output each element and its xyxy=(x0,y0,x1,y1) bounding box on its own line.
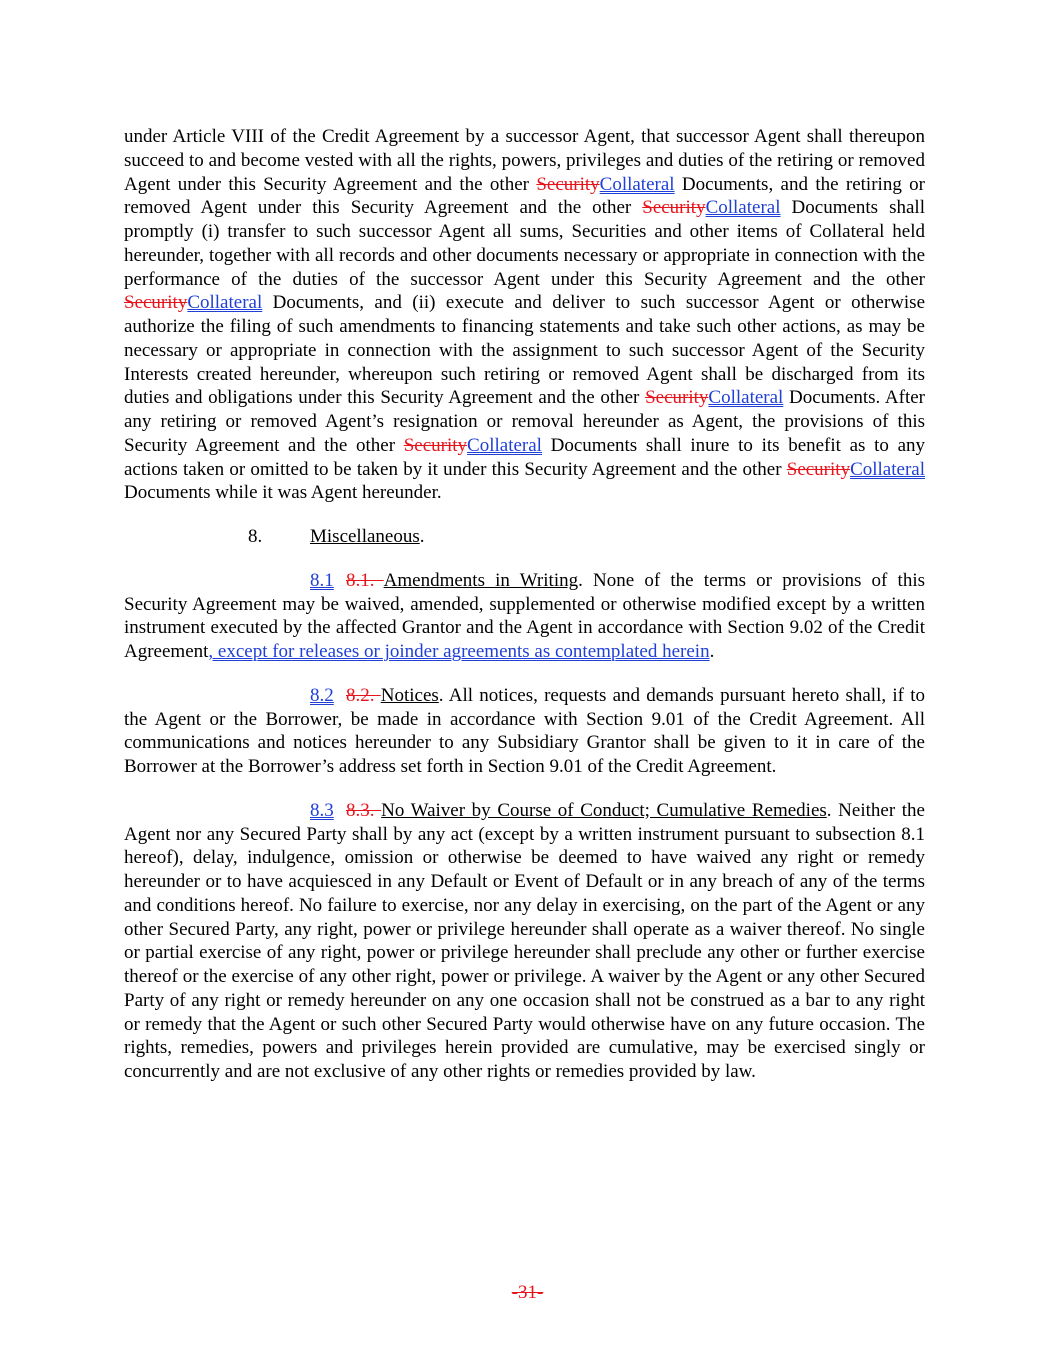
section-heading xyxy=(124,525,925,549)
deleted-text: Security xyxy=(403,434,468,456)
text-run: . None of the terms or provisions of this Security Agreement may be waived, amended, supplemented or otherwise modified except by a written instrument executed by the affected Grantor and the Agent in accordance with Section 9.02 of the Credit Agreement xyxy=(124,569,926,662)
text-run: . xyxy=(709,641,715,662)
text-run: . Neither the Agent nor any Secured Party shall by any act (except by a written instrument pursuant to subsection 8.1 hereof), delay, indulgence, omission or otherwise be deemed to have waived any right or remedy hereunder or to have acquiesced in any Default or Event of Default or in any breach of any of the terms and conditions hereof. No failure to exercise, nor any delay in exercising, on the part of the Agent or any other Secured Party, any right, power or privilege hereunder shall operate as a waiver thereof. No single or partial exercise of any right, power or privilege hereunder shall preclude any other or further exercise thereof or the exercise of any other right, power or privilege. A waiver by the Agent or any other Secured Party of any right or remedy hereunder on any one occasion shall not be construed as a bar to any right or remedy that the Agent or such other Secured Party would otherwise have on any future occasion. The rights, remedies, powers and privileges herein provided are cumulative, may be exercised singly or concurrently and are not exclusive of any other rights or remedies provided by law. xyxy=(124,799,925,1082)
subsection-title: Notices xyxy=(380,684,439,706)
subsection-title: No Waiver by Course of Conduct; Cumulative Remedies xyxy=(381,799,827,821)
section-title-period: . xyxy=(419,526,425,547)
inserted-text: , except for releases or joinder agreements as contemplated herein xyxy=(208,641,710,662)
text-run: Documents, and the retiring or removed Agent under this Security Agreement and the other xyxy=(124,173,925,219)
paragraph-8-3 xyxy=(124,799,925,1084)
inserted-text: Collateral xyxy=(708,387,784,409)
text-run: under Article VIII of the Credit Agreement by a successor Agent, that successor Agent shall thereupon succeed to and become vested with all the rights, powers, privileges and duties of the retiring or removed Agent under this Security Agreement and the other xyxy=(124,126,925,195)
section-number: 8. xyxy=(248,526,263,547)
inserted-text: Collateral xyxy=(599,173,675,195)
text-run: Documents shall inure to its benefit as to any actions taken or omitted to be taken by it under this Security Agreement and the other xyxy=(124,434,925,480)
paragraph-8-1 xyxy=(124,569,925,664)
inserted-text: Collateral xyxy=(187,292,263,314)
paragraph-8-2 xyxy=(124,684,925,779)
inserted-text: Collateral xyxy=(467,434,542,456)
deleted-text: Security xyxy=(645,387,709,409)
deleted-section-number: 8.3. xyxy=(346,799,382,821)
text-run: Documents while it was Agent hereunder. xyxy=(124,482,442,504)
subsection-title: Amendments in Writing xyxy=(383,569,579,591)
document-page xyxy=(124,125,925,1084)
section-title: Miscellaneous xyxy=(310,526,420,547)
inserted-text: Collateral xyxy=(705,197,781,219)
deleted-text: Security xyxy=(642,197,706,219)
inserted-section-number: 8.3 xyxy=(310,799,334,821)
deleted-section-number: 8.2. xyxy=(346,684,381,706)
deleted-text: Security xyxy=(786,458,851,480)
deleted-text: Security xyxy=(536,173,600,195)
deleted-text: Security xyxy=(124,292,188,314)
paragraph-successor-agent xyxy=(124,125,925,505)
inserted-section-number: 8.2 xyxy=(310,684,334,706)
page-number: -31- xyxy=(511,1282,544,1303)
inserted-section-number: 8.1 xyxy=(310,569,334,591)
text-run: Documents shall promptly (i) transfer to such successor Agent all sums, Securities and other items of Collateral held hereunder, together with all records and other documents necessary or appropriate in connection with the performance of the duties of the successor Agent under this Security Agreement and the other xyxy=(124,197,925,290)
deleted-section-number: 8.1. xyxy=(346,569,384,591)
text-run: Documents, and (ii) execute and deliver to such successor Agent or otherwise authorize the filing of such amendments to financing statements and take such other actions, as may be necessary or appropriate in connection with the assignment to such successor Agent of the Security Interests created hereunder, whereupon such retiring or removed Agent shall be discharged from its duties and obligations under this Security Agreement and the other xyxy=(124,292,925,409)
inserted-text: Collateral xyxy=(850,458,925,480)
text-run: . All notices, requests and demands pursuant hereto shall, if to the Agent or the Borrower, be made in accordance with Section 9.01 of the Credit Agreement. All communications and notices hereunder to any Subsidiary Grantor shall be given to it in care of the Borrower at the Borrower’s address set forth in Section 9.01 of the Credit Agreement. xyxy=(124,684,925,777)
text-run: Documents. After any retiring or removed Agent’s resignation or removal hereunder as Agent, the provisions of this Security Agreement and the other xyxy=(124,387,926,456)
